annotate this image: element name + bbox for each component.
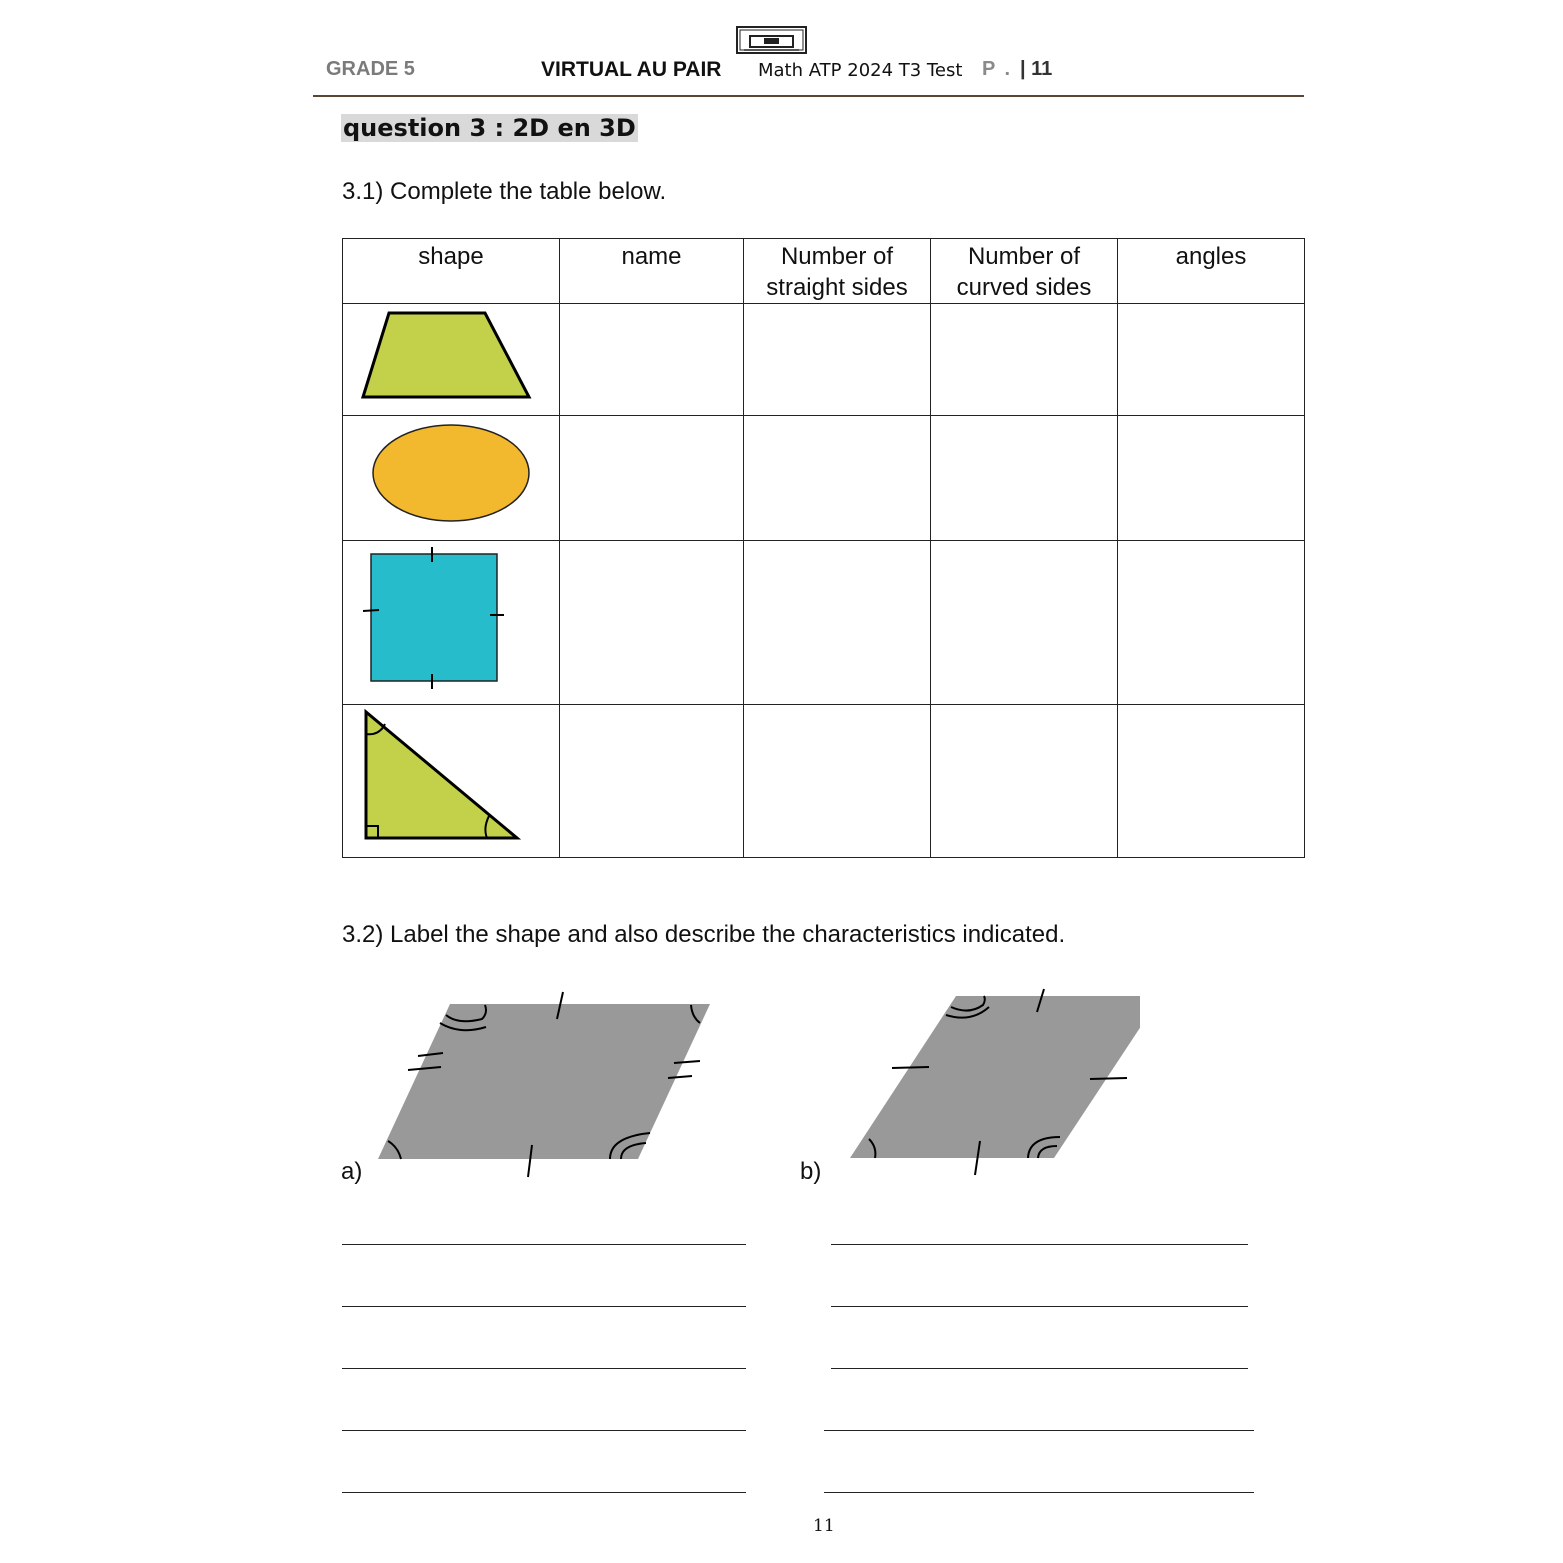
question-3-2-instruction: 3.2) Label the shape and also describe the characteristics indicated. [342, 921, 1066, 948]
right-triangle-icon [343, 706, 559, 857]
logo [736, 26, 807, 54]
angles-answer-cell[interactable] [1118, 705, 1305, 858]
answer-line-a[interactable] [342, 1368, 746, 1369]
straight-sides-answer-cell[interactable] [744, 541, 931, 705]
answer-line-b[interactable] [824, 1430, 1254, 1431]
table-row [343, 705, 1305, 858]
answer-line-b[interactable] [831, 1306, 1248, 1307]
table-row [343, 541, 1305, 705]
header-subject: Math ATP 2024 T3 Test [758, 60, 963, 81]
header-shape: shape [343, 239, 560, 304]
header-name: name [560, 239, 744, 304]
shape-properties-table [342, 238, 1305, 858]
curved-sides-answer-cell[interactable] [931, 416, 1118, 541]
angles-answer-cell[interactable] [1118, 304, 1305, 416]
answer-line-a[interactable] [342, 1430, 746, 1431]
part-a-label: a) [341, 1158, 363, 1185]
answer-line-a[interactable] [342, 1492, 746, 1493]
shape-cell [343, 541, 560, 705]
header-curved-line2: curved sides [956, 274, 1092, 301]
trapezium-icon [343, 305, 559, 415]
header-divider [313, 95, 1304, 97]
table-row [343, 416, 1305, 541]
straight-sides-answer-cell[interactable] [744, 705, 931, 858]
parallelogram-icon [370, 985, 715, 1180]
curved-sides-answer-cell[interactable] [931, 541, 1118, 705]
rhombus-icon [845, 985, 1140, 1180]
header-angles: angles [1118, 239, 1305, 304]
footer-page-number: 11 [813, 1516, 835, 1536]
header-curved-sides [931, 239, 1118, 304]
header-straight-line1: Number of [780, 243, 894, 270]
oval-icon [343, 417, 559, 540]
square-icon [343, 542, 559, 704]
name-answer-cell[interactable] [560, 541, 744, 705]
answer-line-a[interactable] [342, 1244, 746, 1245]
name-answer-cell[interactable] [560, 304, 744, 416]
header-brand: VIRTUAL AU PAIR [541, 58, 722, 81]
header-curved-line1: Number of [967, 243, 1081, 270]
straight-sides-answer-cell[interactable] [744, 304, 931, 416]
answer-line-a[interactable] [342, 1306, 746, 1307]
answer-line-b[interactable] [831, 1244, 1248, 1245]
shape-cell [343, 304, 560, 416]
curved-sides-answer-cell[interactable] [931, 304, 1118, 416]
header-straight-line2: straight sides [766, 274, 908, 301]
curved-sides-answer-cell[interactable] [931, 705, 1118, 858]
answer-line-b[interactable] [824, 1492, 1254, 1493]
straight-sides-answer-cell[interactable] [744, 416, 931, 541]
question-title: question 3 : 2D en 3D [343, 114, 636, 142]
answer-line-b[interactable] [831, 1368, 1248, 1369]
table-row [343, 304, 1305, 416]
name-answer-cell[interactable] [560, 416, 744, 541]
header-page-prefix: P . [982, 58, 1013, 80]
header-straight-sides [744, 239, 931, 304]
angles-answer-cell[interactable] [1118, 416, 1305, 541]
shape-cell [343, 705, 560, 858]
header-grade: GRADE 5 [326, 58, 415, 80]
header-page-number: | 11 [1020, 58, 1053, 80]
angles-answer-cell[interactable] [1118, 541, 1305, 705]
name-answer-cell[interactable] [560, 705, 744, 858]
part-b-label: b) [800, 1158, 822, 1185]
question-3-1-instruction: 3.1) Complete the table below. [342, 178, 667, 205]
shape-cell [343, 416, 560, 541]
table-header-row [343, 239, 1305, 304]
